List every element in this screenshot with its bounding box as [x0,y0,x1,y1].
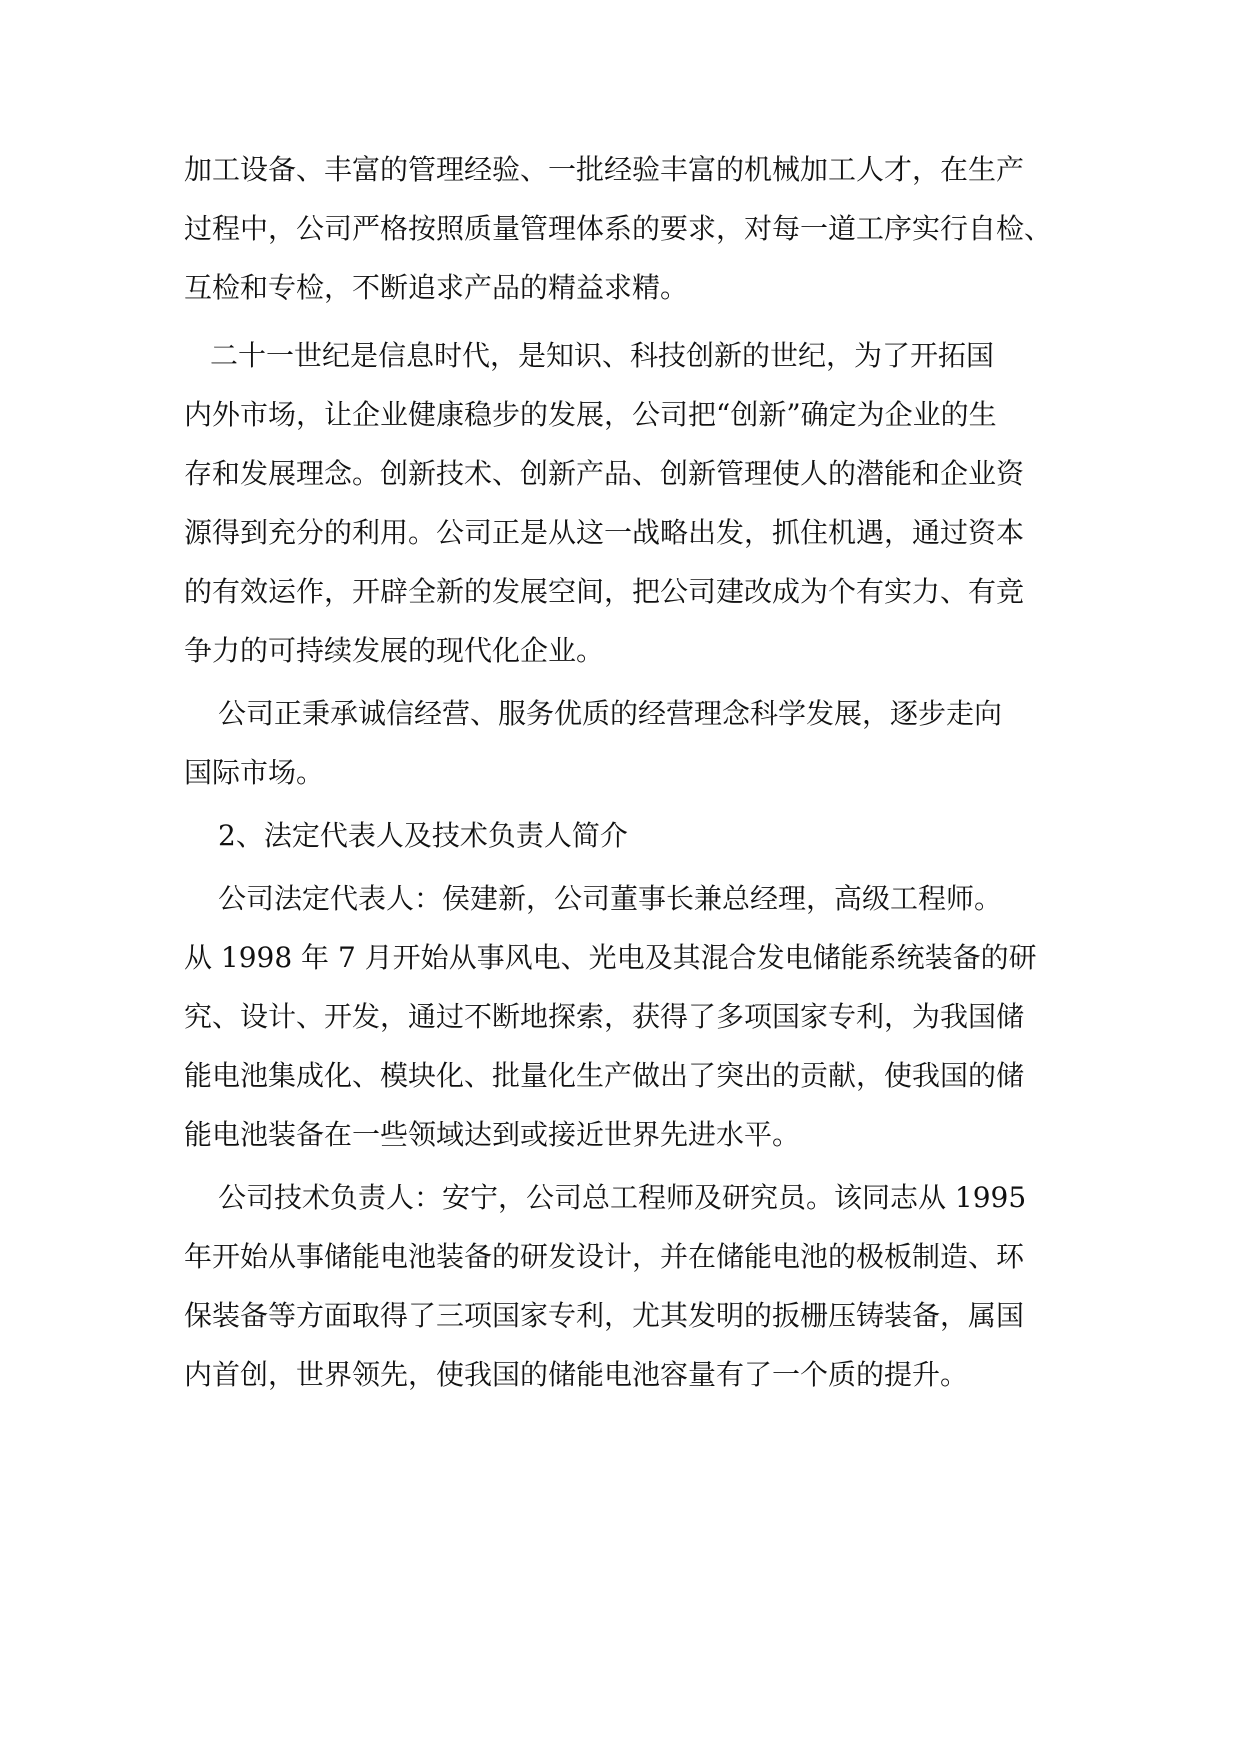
paragraph-line: 过程中，公司严格按照质量管理体系的要求，对每一道工序实行自检、 [184,212,1053,245]
paragraph-line: 争力的可持续发展的现代化企业。 [184,634,605,667]
paragraph-line: 能电池集成化、模块化、批量化生产做出了突出的贡献，使我国的储 [184,1059,1025,1092]
section-heading: 2、法定代表人及技术负责人简介 [218,819,628,852]
paragraph-line: 保装备等方面取得了三项国家专利，尤其发明的扳栅压铸装备，属国 [184,1299,1025,1332]
paragraph-line: 从 1998 年 7 月开始从事风电、光电及其混合发电储能系统装备的研 [184,941,1037,974]
paragraph-line: 公司正秉承诚信经营、服务优质的经营理念科学发展，逐步走向 [218,697,1003,730]
paragraph-line: 能电池装备在一些领域达到或接近世界先进水平。 [184,1118,801,1151]
paragraph-line: 互检和专检，不断追求产品的精益求精。 [184,271,689,304]
paragraph-line: 内外市场，让企业健康稳步的发展，公司把“创新”确定为企业的生 [184,398,997,431]
paragraph-line: 国际市场。 [184,756,325,789]
paragraph-line: 存和发展理念。创新技术、创新产品、创新管理使人的潜能和企业资 [184,457,1025,490]
paragraph-line: 二十一世纪是信息时代，是知识、科技创新的世纪，为了开拓国 [210,339,995,372]
paragraph-line: 公司法定代表人：侯建新，公司董事长兼总经理，高级工程师。 [218,882,1003,915]
paragraph-line: 公司技术负责人：安宁，公司总工程师及研究员。该同志从 1995 [218,1181,1027,1214]
paragraph-line: 的有效运作，开辟全新的发展空间，把公司建改成为个有实力、有竞 [184,575,1025,608]
paragraph-line: 年开始从事储能电池装备的研发设计，并在储能电池的极板制造、环 [184,1240,1025,1273]
paragraph-line: 源得到充分的利用。公司正是从这一战略出发，抓住机遇，通过资本 [184,516,1025,549]
paragraph-line: 内首创，世界领先，使我国的储能电池容量有了一个质的提升。 [184,1358,969,1391]
paragraph-line: 加工设备、丰富的管理经验、一批经验丰富的机械加工人才，在生产 [184,153,1025,186]
paragraph-line: 究、设计、开发，通过不断地探索，获得了多项国家专利，为我国储 [184,1000,1025,1033]
